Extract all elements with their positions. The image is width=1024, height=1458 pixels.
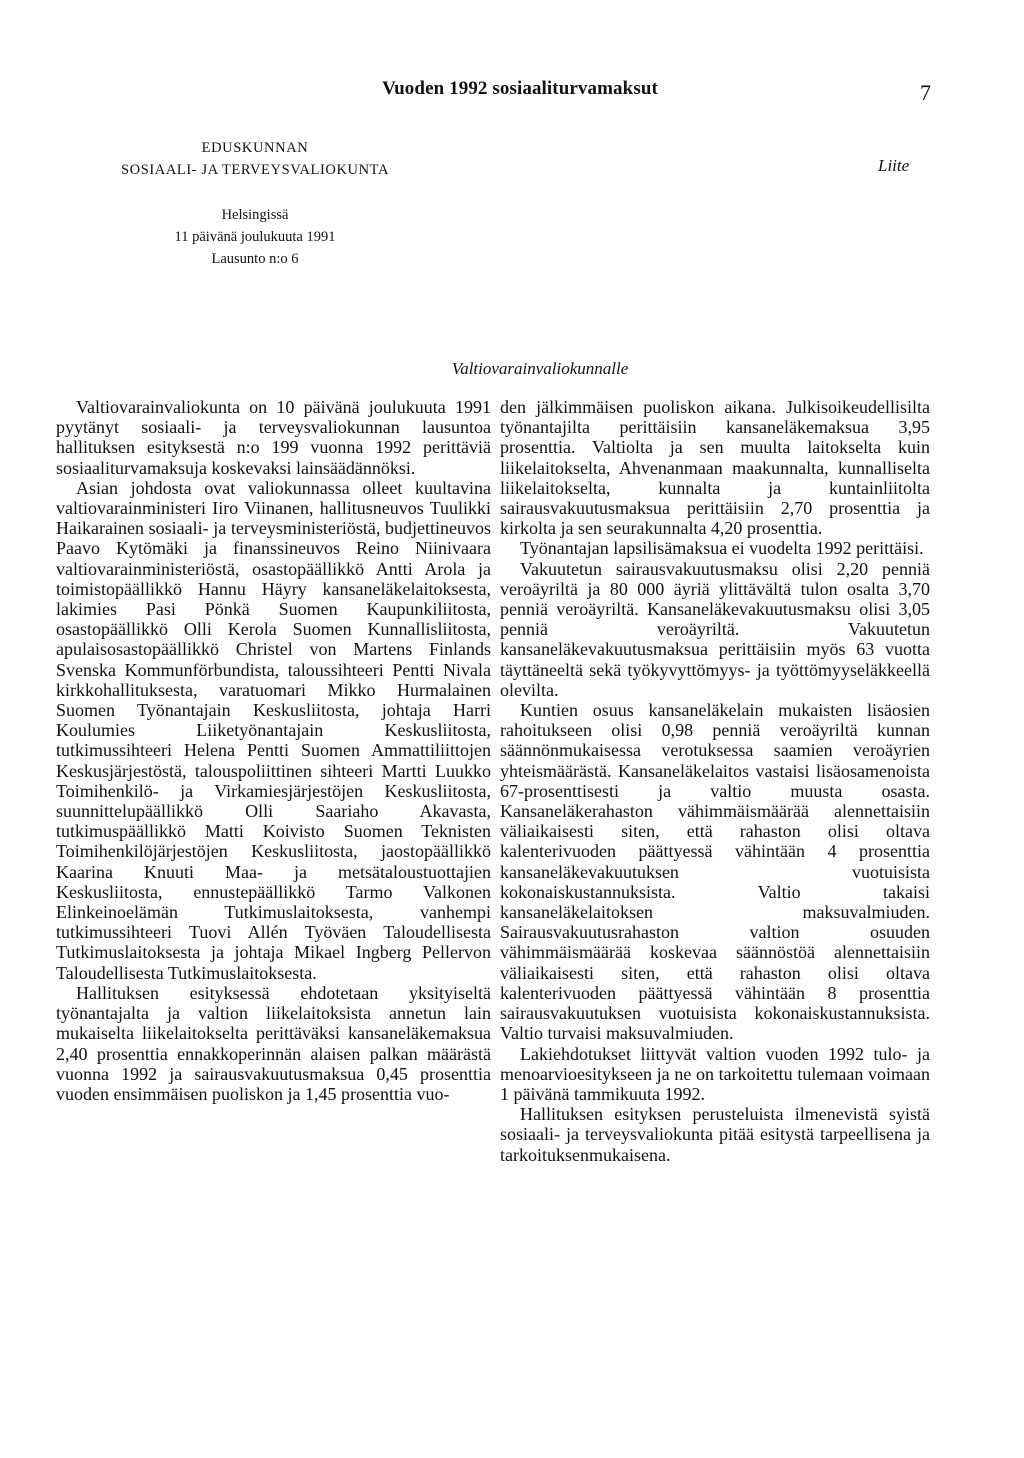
paragraph: Hallituksen esityksen perusteluista ilmenevistä syistä sosiaali- ja terveysvaliokunta pitää esitystä tarpeellisena ja tarkoituksenmukaisena. <box>500 1104 930 1165</box>
paragraph: Hallituksen esityksessä ehdotetaan yksityiseltä työnantajalta ja valtion liikelaitoksista annetun lain mukaiselta liikelaitokselta perittäväksi kansaneläkemaksua 2,40 prosenttia ennakkoperinnän alaisen palkan määrästä vuonna 1992 ja sairausvakuutusmaksua 0,45 prosenttia vuoden ensimmäisen puoliskon ja 1,45 prosenttia vuo- <box>56 982 491 1104</box>
paragraph: Valtiovarainvaliokunta on 10 päivänä joulukuuta 1991 pyytänyt sosiaali- ja terveysvaliokunnan lausuntoa hallituksen esityksestä n:o 199 vuonna 1992 perittäviä sosiaaliturvamaksuja koskevaksi lainsäädännöksi. <box>56 397 491 478</box>
paragraph: Vakuutetun sairausvakuutusmaksu olisi 2,20 penniä veroäyriltä ja 80 000 äyriä ylittävältä tulon osalta 3,70 penniä veroäyriltä. Kansaneläkevakuutusmaksu olisi 3,05 penniä veroäyriltä. Vakuutetun kansaneläkevakuutusmaksua perittäisiin myös 63 vuotta täyttäneeltä sekä työkyvyttömyys- ja työttömyyseläkkeellä olevilta. <box>500 558 930 700</box>
place: Helsingissä <box>221 207 289 223</box>
recipient: Valtiovarainvaliokunnalle <box>451 359 629 378</box>
running-title: Vuoden 1992 sosiaaliturvamaksut <box>382 78 658 99</box>
paragraph: Työnantajan lapsilisämaksua ei vuodelta 1992 perittäisi. <box>520 538 924 559</box>
sender-line-1: EDUSKUNNAN <box>201 140 309 156</box>
right-column <box>500 397 930 1165</box>
left-column <box>56 397 491 1104</box>
paragraph: den jälkimmäisen puoliskon aikana. Julkisoikeudellisilta työnantajilta perittäisiin kansaneläkemaksua 3,95 prosenttia. Valtiolta ja sen muulta laitokselta kuin liikelaitokselta, Ahvenanmaan maakunnalta, kunnalliselta liikelaitokselta, kunnalta ja kuntainliitolta sairausvakuutusmaksua perittäisiin 2,70 prosenttia ja kirkolta ja sen seurakunnalta 4,20 prosenttia. <box>500 397 930 539</box>
date: 11 päivänä joulukuuta 1991 <box>174 229 336 245</box>
paragraph: Asian johdosta ovat valiokunnassa olleet kuultavina valtiovarainministeri Iiro Viinanen, hallitusneuvos Tuulikki Haikarainen sosiaali- ja terveysministeriöstä, budjettineuvos Paavo Kytömäki ja finanssineuvos Reino Niinivaara valtiovarainministeriöstä, osastopäällikkö Antti Arola ja toimistopäällikkö Hannu Häyry kansaneläkelaitoksesta, lakimies Pasi Pönkä Suomen Kaupunkiliitosta, osastopäällikkö Olli Kerola Suomen Kunnallisliitosta, apulaisosastopäällikkö Christel von Martens Finlands Svenska Kommunförbundista, taloussihteeri Pentti Nivala kirkkohallituksesta, varatuomari Mikko Hurmalainen Suomen Työnantajain Keskusliitosta, johtaja Harri Koulumies Liiketyönantajain Keskusliitosta, tutkimussihteeri Helena Pentti Suomen Ammattiliittojen Keskusjärjestöstä, talouspoliittinen sihteeri Martti Luukko Toimihenkilö- ja Virkamiesjärjestöjen Keskusliitosta, suunnittelupäällikkö Olli Saariaho Akavasta, tutkimuspäällikkö Matti Koivisto Suomen Teknisten Toimihenkilöjärjestöjen Keskusliitosta, jaostopäällikkö Kaarina Knuuti Maa- ja metsätaloustuottajien Keskusliitosta, ennustepäällikkö Tarmo Valkonen Elinkeinoelämän Tutkimuslaitoksesta, vanhempi tutkimussihteeri Tuovi Allén Työväen Taloudellisesta Tutkimuslaitoksesta ja johtaja Mikael Ingberg Pellervon Taloudellisesta Tutkimuslaitoksesta. <box>56 477 491 983</box>
paragraph: Kuntien osuus kansaneläkelain mukaisten lisäosien rahoitukseen olisi 0,98 penniä veroäyriltä kunnan säännönmukaisessa verotuksessa saamien veroäyrien yhteismäärästä. Kansaneläkelaitos vastaisi lisäosamenoista 67-prosenttisesti ja valtio muusta osasta. Kansaneläkerahaston vähimmäismäärää alennettaisiin väliaikaisesti siten, että rahaston olisi oltava kalenterivuoden päättyessä vähintään 4 prosenttia kansaneläkevakuutuksen vuotuisista kokonaiskustannuksista. Valtio takaisi kansaneläkelaitoksen maksuvalmiuden. Sairausvakuutusrahaston valtion osuuden vähimmäismäärää koskevaa säännöstöä alennettaisiin väliaikaisesti siten, että rahaston olisi oltava kalenterivuoden päättyessä vähintään 8 prosenttia sairausvakuutuksen vuotuisista kokonaiskustannuksista. Valtio turvaisi maksuvalmiuden. <box>500 700 930 1044</box>
statement-number: Lausunto n:o 6 <box>211 251 299 267</box>
appendix-label: Liite <box>878 156 910 175</box>
paragraph: Lakiehdotukset liittyvät valtion vuoden 1992 tulo- ja menoarvioesitykseen ja ne on tarkoitettu tulemaan voimaan 1 päivänä tammikuuta 1992. <box>500 1043 930 1104</box>
meta-block <box>90 204 420 270</box>
sender-block <box>90 137 420 181</box>
page-number: 7 <box>920 80 931 105</box>
sender-line-2: SOSIAALI- JA TERVEYSVALIOKUNTA <box>120 162 390 178</box>
